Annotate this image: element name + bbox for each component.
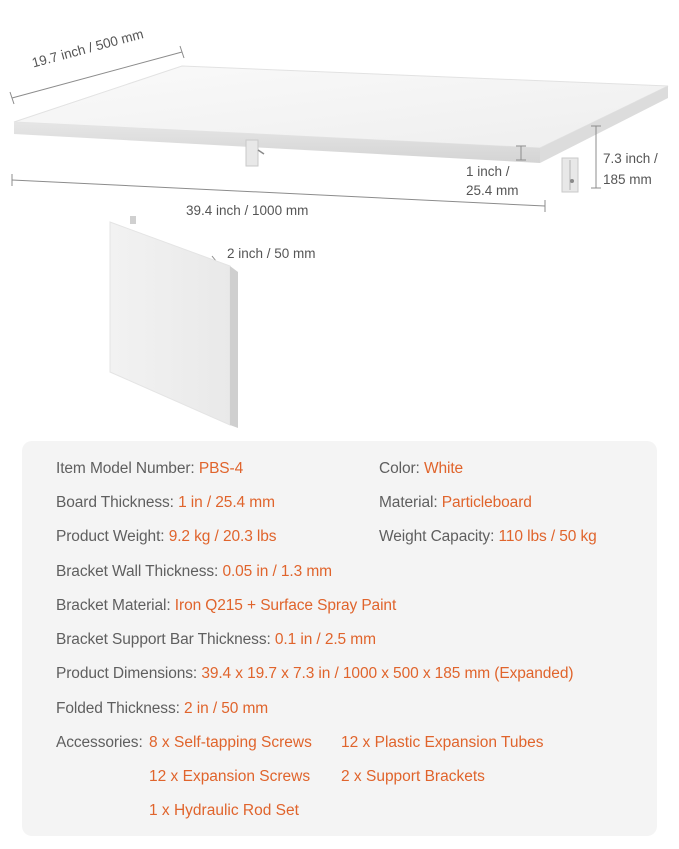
table-top [14,66,668,163]
folded-table [110,216,238,428]
spec-board-thickness: Board Thickness: 1 in / 25.4 mm [56,494,275,511]
spec-color: Color: White [379,460,464,477]
board-thickness-label-1: 1 inch / [466,164,510,179]
accessory-item: 8 x Self-tapping Screws [149,734,312,751]
accessory-item: 2 x Support Brackets [341,768,485,785]
spec-support-bar: Bracket Support Bar Thickness: 0.1 in / 2.5 mm [56,631,376,648]
spec-bracket-wall: Bracket Wall Thickness: 0.05 in / 1.3 mm [56,563,332,580]
spec-product-dimensions: Product Dimensions: 39.4 x 19.7 x 7.3 in / 1000 x 500 x 185 mm (Expanded) [56,665,574,682]
spec-model: Item Model Number: PBS-4 [56,460,244,477]
height-label-2: 185 mm [603,172,652,187]
support-bracket-right [562,158,578,192]
accessory-item: 12 x Plastic Expansion Tubes [341,734,544,751]
depth-dimension-label: 19.7 inch / 500 mm [30,26,146,71]
folded-thickness-label: 2 inch / 50 mm [227,246,316,261]
spec-bracket-material: Bracket Material: Iron Q215 + Surface Spray Paint [56,597,397,614]
width-dimension-label: 39.4 inch / 1000 mm [186,203,309,218]
accessory-item: 1 x Hydraulic Rod Set [149,802,299,819]
spec-capacity: Weight Capacity: 110 lbs / 50 kg [379,528,597,545]
spec-weight: Product Weight: 9.2 kg / 20.3 lbs [56,528,277,545]
accessory-item: 12 x Expansion Screws [149,768,311,785]
board-thickness-label-2: 25.4 mm [466,183,519,198]
spec-folded-thickness: Folded Thickness: 2 in / 50 mm [56,700,269,717]
spec-material: Material: Particleboard [379,494,532,511]
spec-accessories-label: Accessories: [56,734,143,751]
height-label-1: 7.3 inch / [603,151,658,166]
